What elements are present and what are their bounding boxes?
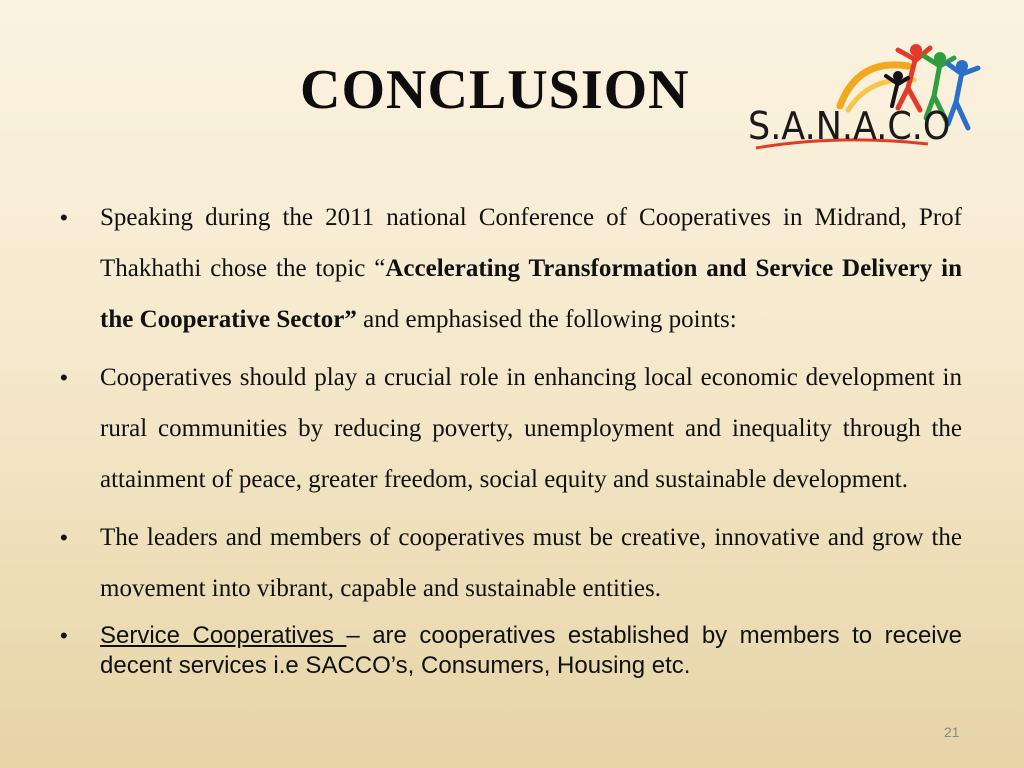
bullet-list	[58, 192, 962, 688]
bullet-conference-text-end: and emphasised the following points:	[356, 306, 737, 333]
slide-title: CONCLUSION	[300, 59, 690, 121]
bullet-service-cooperatives-text: – are cooperatives established by members to receive decent services i.e SACCO’s, Consumers, Housing etc.	[100, 622, 962, 679]
bullet-conference	[58, 192, 962, 345]
bullet-leaders-text: The leaders and members of cooperatives must be creative, innovative and grow the movement into vibrant, capable and sustainable entities.	[100, 524, 962, 602]
bullet-conference-topic: Accelerating Transformation and Service Delivery in the Cooperative Sector”	[100, 255, 962, 333]
logo-text: S.A.N.A.C.O	[748, 104, 951, 148]
bullet-conference-text: Speaking during the 2011 national Conference of Cooperatives in Midrand, Prof Thakhathi chose the topic “	[100, 204, 962, 282]
bullet-service-cooperatives	[58, 621, 962, 681]
bullet-cooperatives-role	[58, 352, 962, 505]
bullet-cooperatives-role-text: Cooperatives should play a crucial role in enhancing local economic development in rural communities by reducing poverty, unemployment and inequality through the attainment of peace, greater freedom, social equity and sustainable development.	[100, 364, 962, 493]
sanaco-logo	[748, 36, 988, 154]
page-number: 21	[944, 724, 960, 740]
bullet-leaders	[58, 512, 962, 614]
service-cooperatives-link[interactable]: Service Cooperatives	[100, 622, 347, 649]
